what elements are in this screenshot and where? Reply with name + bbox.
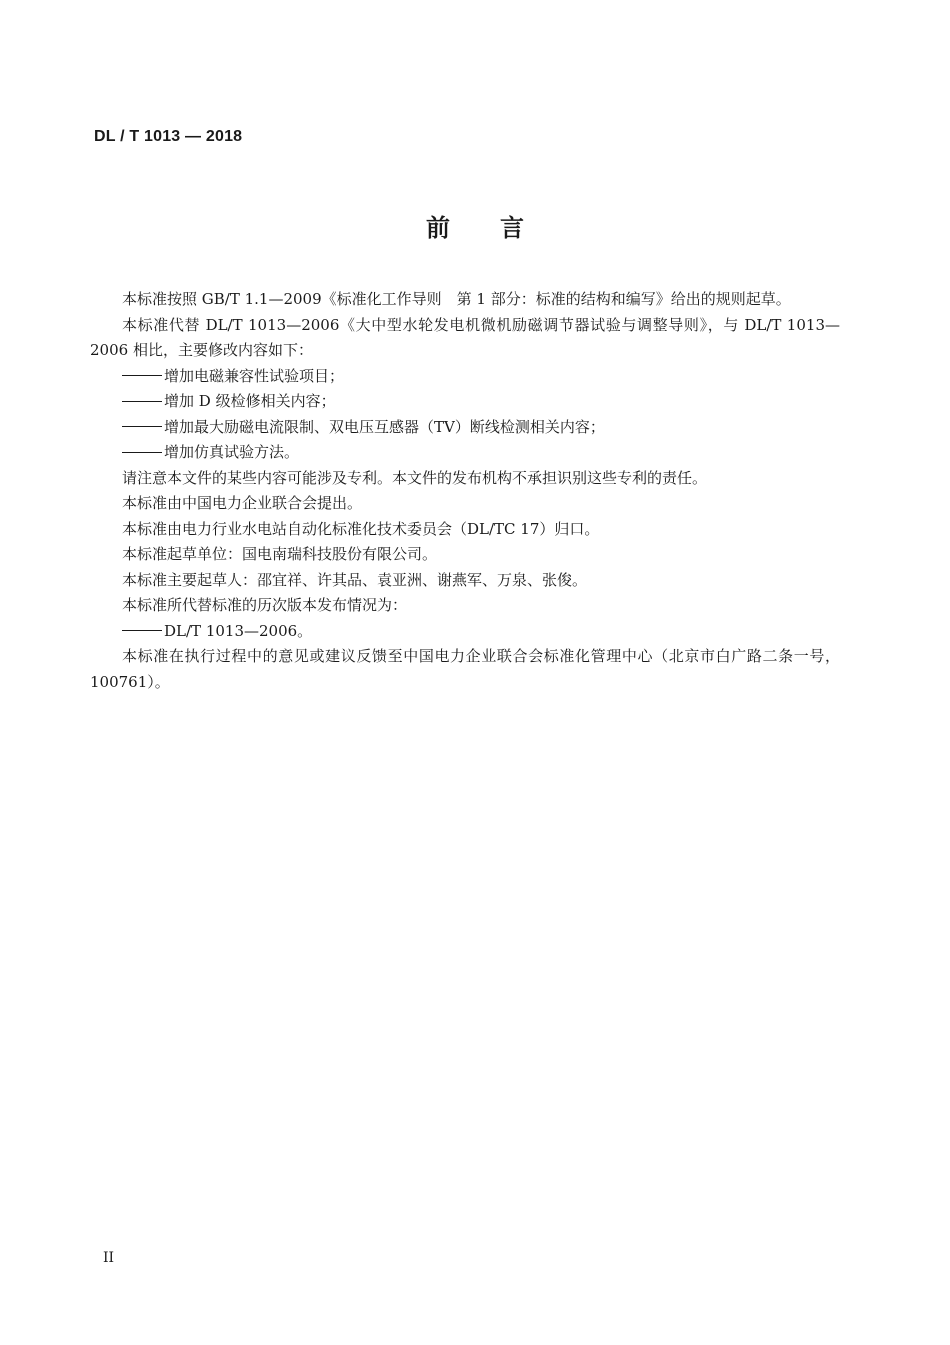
change-item <box>90 415 840 441</box>
dash-mark <box>122 401 162 402</box>
dash-mark <box>122 426 162 427</box>
dash-mark <box>122 630 162 631</box>
dash-mark <box>122 375 162 376</box>
standard-code: DL / T 1013 — 2018 <box>94 128 243 145</box>
page-title: 前言 <box>426 214 574 242</box>
change-item <box>90 440 840 466</box>
paragraph-drafters: 本标准主要起草人：邵宜祥、许其品、袁亚洲、谢燕军、万泉、张俊。 <box>122 570 588 589</box>
paragraph-proposer: 本标准由中国电力企业联合会提出。 <box>122 494 363 512</box>
paragraph-drafting-unit: 本标准起草单位：国电南瑞科技股份有限公司。 <box>122 545 438 563</box>
paragraph-patent-notice: 请注意本文件的某些内容可能涉及专利。本文件的发布机构不承担识别这些专利的责任。 <box>122 468 708 487</box>
change-item-text: 增加仿真试验方法。 <box>164 443 300 461</box>
paragraph-history: 本标准所代替标准的历次版本发布情况为： <box>122 596 408 614</box>
paragraph-feedback: 本标准在执行过程中的意见或建议反馈至中国电力企业联合会标准化管理中心（北京市白广路二条一号，100761）。 <box>90 647 840 691</box>
change-item <box>90 364 840 390</box>
history-item <box>90 619 840 645</box>
change-item-text: 增加 D 级检修相关内容； <box>164 392 336 410</box>
dash-mark <box>122 452 162 453</box>
foreword-body <box>90 287 840 695</box>
page-number: II <box>103 1250 115 1266</box>
change-item <box>90 389 840 415</box>
paragraph-replacement: 本标准代替 DL/T 1013—2006《大中型水轮发电机微机励磁调节器试验与调整导则》，与 DL/T 1013—2006 相比，主要修改内容如下： <box>90 315 840 359</box>
paragraph-drafting-rule: 本标准按照 GB/T 1.1—2009《标准化工作导则 第 1 部分：标准的结构和编写》给出的规则起草。 <box>122 290 791 308</box>
change-item-text: 增加最大励磁电流限制、双电压互感器（TV）断线检测相关内容； <box>164 417 605 436</box>
change-item-text: 增加电磁兼容性试验项目； <box>164 366 345 385</box>
history-item-text: DL/T 1013—2006。 <box>164 621 313 640</box>
paragraph-committee: 本标准由电力行业水电站自动化标准化技术委员会（DL/TC 17）归口。 <box>122 519 600 538</box>
